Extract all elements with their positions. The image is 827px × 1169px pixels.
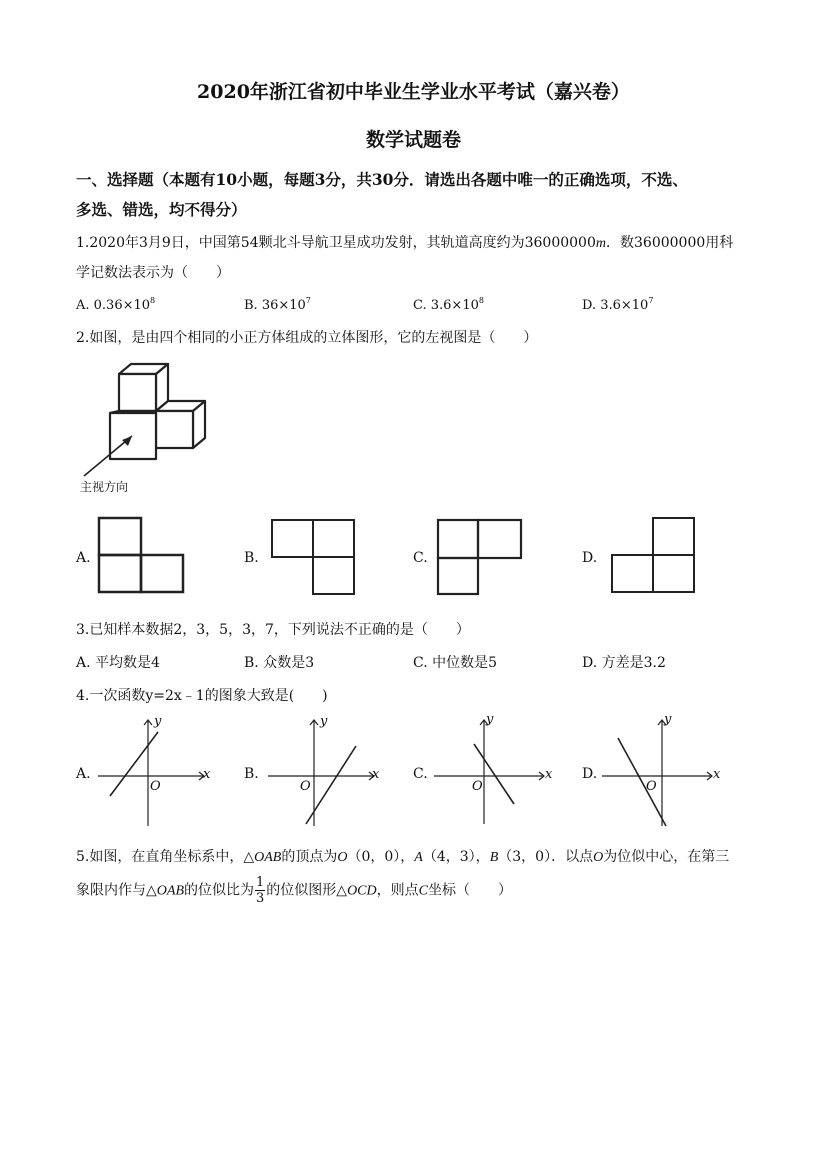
q4-c-axis-y: y — [486, 712, 494, 727]
q1-option-c[interactable]: C. $3.6\times 10^8$ — [413, 296, 484, 313]
similarity-ratio-fraction: $\frac{1}{3}$ — [256, 875, 265, 906]
page-subtitle: 数学试题卷 — [365, 129, 461, 151]
q2-option-b-label[interactable]: B. — [244, 550, 259, 566]
cube-stack-figure — [74, 356, 224, 496]
q4-b-axis-y: y — [320, 714, 328, 729]
question-3-text: 3.已知样本数据2，3，5，3，7，下列说法不正确的是（ ） — [76, 622, 470, 638]
q2-option-d-label[interactable]: D. — [582, 550, 598, 566]
q1-option-d[interactable]: D. $3.6\times 10^7$ — [582, 296, 654, 313]
question-5-text-line2: 象限内作与△OAB的位似比为 $\frac{1}{3}$ 的位似图形△OCD，则点C坐标（ ） — [76, 875, 512, 906]
q4-option-a-label[interactable]: A. — [76, 766, 91, 782]
q4-option-b-label[interactable]: B. — [244, 766, 259, 782]
section-heading-line2: 多选、错选，均不得分） — [76, 200, 247, 219]
q2-option-a-label[interactable]: A. — [76, 550, 91, 566]
q4-a-axis-y: y — [154, 714, 162, 729]
q4-option-d-label[interactable]: D. — [582, 766, 598, 782]
question-1-text-line2: 学记数法表示为（ ） — [76, 265, 230, 281]
q4-c-axis-x: x — [545, 767, 553, 782]
section-heading-line1: 一、选择题（本题有10小题，每题3分，共30分．请选出各题中唯一的正确选项，不选、 — [76, 170, 688, 189]
q4-b-origin: O — [300, 779, 311, 794]
q4-d-axis-x: x — [713, 767, 721, 782]
q2-option-b-figure[interactable] — [270, 518, 360, 598]
q4-c-origin: O — [472, 779, 483, 794]
q4-a-origin: O — [150, 779, 161, 794]
q4-d-origin: O — [646, 779, 657, 794]
q4-option-c-label[interactable]: C. — [413, 766, 428, 782]
q4-b-axis-x: x — [372, 767, 380, 782]
q3-option-d[interactable]: D. 方差是3.2 — [582, 655, 666, 671]
q2-option-c-figure[interactable] — [435, 518, 525, 598]
question-5-text-line1: 5.如图，在直角坐标系中，△OAB的顶点为O（0，0），A（4，3），B（3，0）．以点O为位似中心，在第三 — [76, 849, 730, 865]
q4-a-axis-x: x — [203, 767, 211, 782]
q4-d-axis-y: y — [664, 712, 672, 727]
page-title: 2020年浙江省初中毕业生学业水平考试（嘉兴卷） — [197, 81, 630, 103]
question-2-text: 2.如图，是由四个相同的小正方体组成的立体图形，它的左视图是（ ） — [76, 330, 538, 346]
q1-option-a[interactable]: A. $0.36\times 10^8$ — [76, 296, 156, 313]
q3-option-b[interactable]: B. 众数是3 — [244, 655, 315, 671]
view-direction-caption: 主视方向 — [80, 480, 129, 494]
question-1-text: 1.2020年3月9日，中国第54颗北斗导航卫星成功发射，其轨道高度约为36000000m．数36000000用科 — [76, 235, 734, 251]
question-4-text: 4.一次函数y=2x﹣1的图象大致是( ) — [76, 688, 328, 704]
q2-option-c-label[interactable]: C. — [413, 550, 428, 566]
q4-option-b-graph[interactable] — [266, 714, 386, 829]
q4-option-a-graph[interactable] — [96, 714, 216, 829]
q3-option-c[interactable]: C. 中位数是5 — [413, 655, 498, 671]
q1-option-b[interactable]: B. $36\times 10^7$ — [244, 296, 311, 313]
q2-option-d-figure[interactable] — [609, 516, 699, 596]
q2-option-a-figure[interactable] — [96, 516, 186, 596]
q3-option-a[interactable]: A. 平均数是4 — [76, 655, 160, 671]
